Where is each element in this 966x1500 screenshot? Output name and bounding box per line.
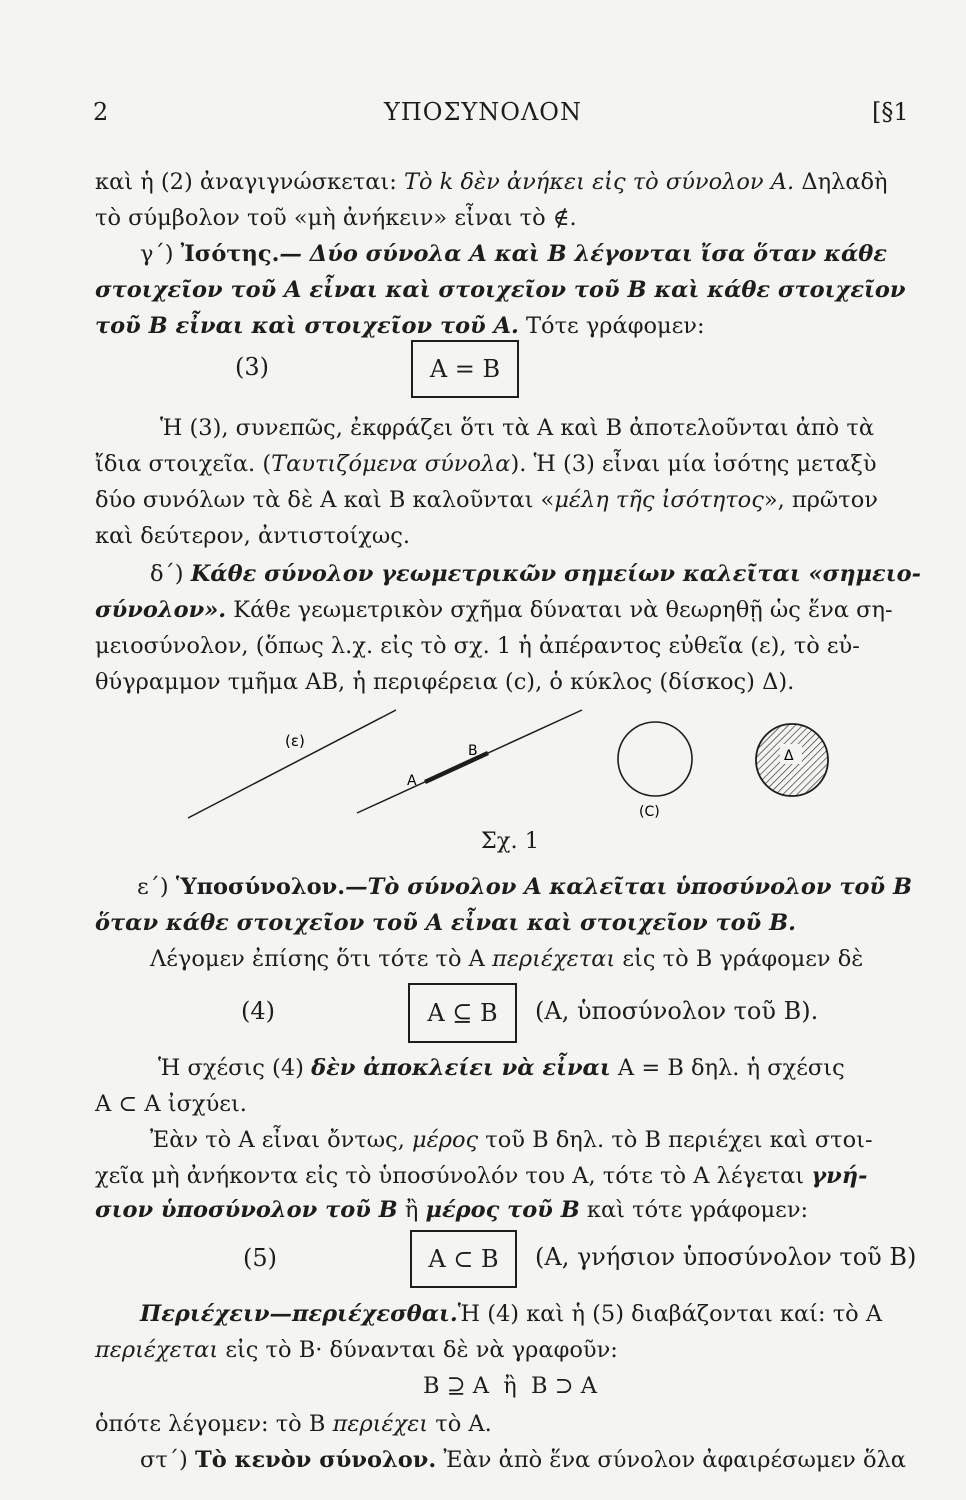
equation-note-4: (A, ὑποσύνολον τοῦ B). <box>535 997 819 1025</box>
text-line: τοῦ B εἶναι καὶ στοιχεῖον τοῦ A. Τότε γράφομεν: <box>95 313 705 339</box>
text-line: Ἡ σχέσις (4) δὲν ἀποκλείει νὰ εἶναι A = B δηλ. ἡ σχέσις <box>158 1055 845 1081</box>
section-epsilon: ε΄) Ὑποσύνολον.—Τὸ σύνολον A καλεῖται ὑποσύνολον τοῦ B <box>137 874 912 900</box>
text-line: μειοσύνολον, (ὅπως λ.χ. εἰς τὸ σχ. 1 ἡ ἀπέραντος εὐθεῖα (ε), τὸ εὐ- <box>95 633 860 659</box>
circle-c <box>618 722 692 796</box>
text-line: σύνολον». Κάθε γεωμετρικὸν σχῆμα δύναται νὰ θεωρηθῇ ὡς ἕνα ση- <box>95 597 893 623</box>
text-line: τὸ σύμβολον τοῦ «μὴ ἀνήκειν» εἶναι τὸ ∉. <box>95 205 577 231</box>
page-number: 2 <box>93 98 109 126</box>
figure-caption: Σχ. 1 <box>480 828 540 854</box>
text-line: ὁπότε λέγομεν: τὸ B περιέχει τὸ A. <box>95 1411 492 1437</box>
equation-superset: B ⊇ A ἢ B ⊃ A <box>423 1373 597 1399</box>
section-stigma: στ΄) Τὸ κενὸν σύνολον. Ἐὰν ἀπὸ ἕνα σύνολον ἀφαιρέσωμεν ὅλα <box>140 1447 906 1473</box>
label-B: B <box>468 743 478 759</box>
section-delta: δ΄) Κάθε σύνολον γεωμετρικῶν σημείων καλεῖται «σημειο- <box>150 561 921 587</box>
equation-box-4: A ⊆ B <box>408 983 517 1043</box>
text-line: ἴδια στοιχεῖα. (Ταυτιζόμενα σύνολα). Ἡ (3) εἶναι μία ἰσότης μεταξὺ <box>95 451 877 477</box>
page-title: ΥΠΟΣΥΝΟΛΟΝ <box>384 98 582 126</box>
text-line: ὅταν κάθε στοιχεῖον τοῦ A εἶναι καὶ στοιχεῖον τοῦ B. <box>95 910 796 936</box>
equation-box-3: A = B <box>411 340 519 398</box>
text-line: A ⊂ A ἰσχύει. <box>95 1091 247 1117</box>
label-epsilon: (ε) <box>285 732 305 750</box>
equation-note-5: (A, γνήσιον ὑποσύνολον τοῦ B) <box>535 1243 917 1271</box>
label-A: A <box>407 773 417 789</box>
text-line: Περιέχειν—περιέχεσθαι.Ἡ (4) καὶ ἡ (5) διαβάζονται καί: τὸ A <box>140 1301 883 1327</box>
text-line: καὶ δεύτερον, ἀντιστοίχως. <box>95 523 411 549</box>
text-line: Ἡ (3), συνεπῶς, ἐκφράζει ὅτι τὰ A καὶ B ἀποτελοῦνται ἀπὸ τὰ <box>160 415 875 441</box>
text-line: Λέγομεν ἐπίσης ὅτι τότε τὸ A περιέχεται εἰς τὸ B γράφομεν δὲ <box>150 946 864 972</box>
equation-number-3: (3) <box>235 353 269 381</box>
text-line: στοιχεῖον τοῦ A εἶναι καὶ στοιχεῖον τοῦ B καὶ κάθε στοιχεῖον <box>95 277 906 303</box>
text-line: χεῖα μὴ ἀνήκοντα εἰς τὸ ὑποσύνολόν του A, τότε τὸ A λέγεται γνή- <box>95 1163 868 1189</box>
line-epsilon <box>188 710 396 818</box>
text-line: θύγραμμον τμῆμα AB, ἡ περιφέρεια (c), ὁ κύκλος (δίσκος) Δ). <box>95 669 795 695</box>
section-gamma: γ΄) Ἰσότης.— Δύο σύνολα A καὶ B λέγονται ἴσα ὅταν κάθε <box>140 241 887 267</box>
equation-number-4: (4) <box>241 997 275 1025</box>
label-delta: Δ <box>784 748 794 764</box>
text-line: σιον ὑποσύνολον τοῦ B ἢ μέρος τοῦ B καὶ τότε γράφομεν: <box>95 1197 809 1223</box>
equation-number-5: (5) <box>243 1244 277 1272</box>
section-ref: [§1 <box>872 98 909 126</box>
text-line: δύο συνόλων τὰ δὲ A καὶ B καλοῦνται «μέλη τῆς ἰσότητος», πρῶτον <box>95 487 878 513</box>
segment-AB <box>425 753 488 782</box>
text-line: καὶ ἡ (2) ἀναγιγνώσκεται: Τὸ k δὲν ἀνήκει εἰς τὸ σύνολον A. Δηλαδὴ <box>95 169 888 195</box>
text-line: Ἐὰν τὸ A εἶναι ὄντως, μέρος τοῦ B δηλ. τὸ B περιέχει καὶ στοι- <box>150 1127 873 1153</box>
text-line: περιέχεται εἰς τὸ B· δύνανται δὲ νὰ γραφοῦν: <box>95 1337 618 1363</box>
label-c: (C) <box>639 804 660 820</box>
equation-box-5: A ⊂ B <box>410 1230 517 1288</box>
